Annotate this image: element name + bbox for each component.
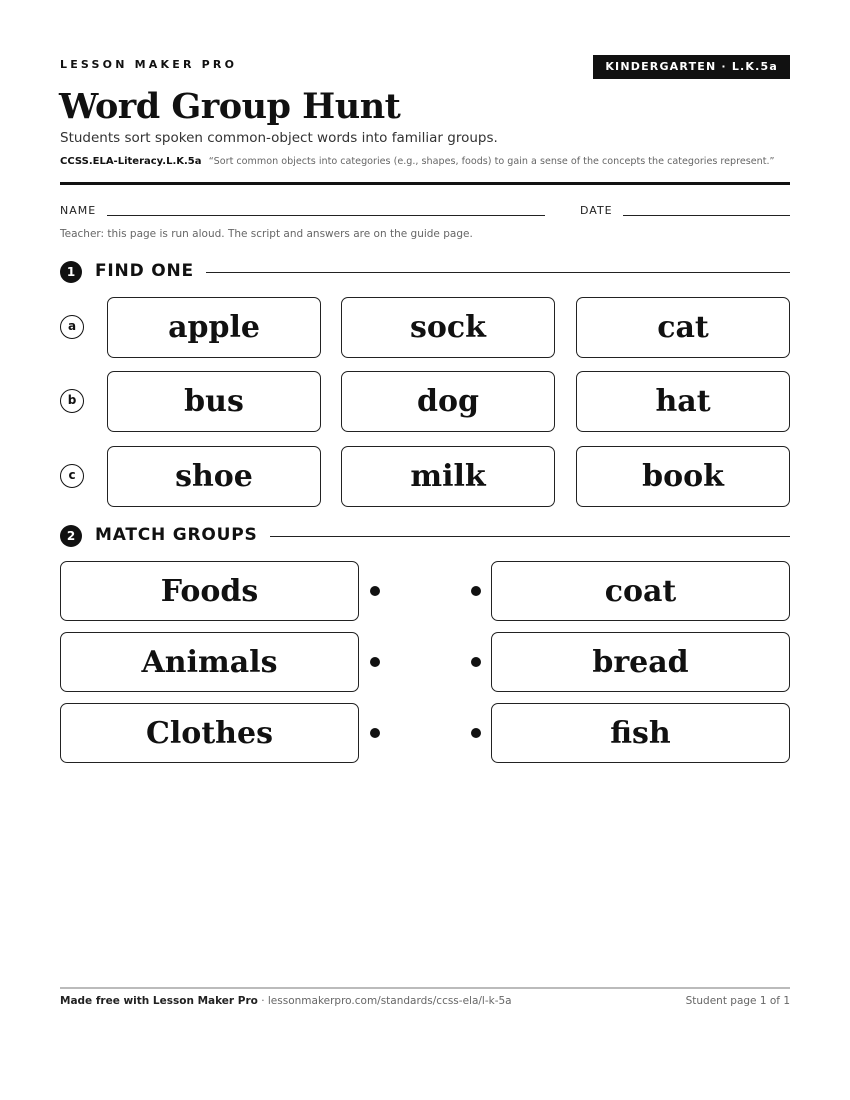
- item-card[interactable]: coat: [491, 561, 790, 621]
- footer-url[interactable]: · lessonmakerpro.com/standards/ccss-ela/l-k-5a: [261, 995, 512, 1007]
- match-dot-left[interactable]: [370, 657, 380, 667]
- section-rule: [200, 272, 790, 273]
- match-dot-right[interactable]: [471, 586, 481, 596]
- teacher-note: Teacher: this page is run aloud. The script and answers are on the guide page.: [60, 228, 473, 240]
- date-field[interactable]: [623, 215, 790, 216]
- word-card[interactable]: cat: [576, 297, 790, 358]
- footer-divider: [60, 987, 790, 989]
- footer-credit: [60, 995, 512, 1007]
- word-card[interactable]: shoe: [107, 446, 321, 507]
- standard-code: CCSS.ELA-Literacy.L.K.5a: [60, 156, 202, 167]
- worksheet-page: [60, 0, 790, 1100]
- word-card[interactable]: milk: [341, 446, 555, 507]
- category-card[interactable]: Animals: [60, 632, 359, 692]
- footer-page-number: Student page 1 of 1: [685, 995, 790, 1007]
- section-title: MATCH GROUPS: [95, 523, 270, 547]
- brand-name: LESSON MAKER PRO: [60, 58, 238, 71]
- category-card[interactable]: Clothes: [60, 703, 359, 763]
- section-rule: [270, 536, 790, 537]
- standard-text: “Sort common objects into categories (e.g., shapes, foods) to gain a sense of the concepts the categories represent.”: [208, 156, 775, 167]
- name-label: NAME: [60, 204, 97, 217]
- match-dot-right[interactable]: [471, 728, 481, 738]
- row-letter-a: a: [60, 315, 84, 339]
- word-card[interactable]: apple: [107, 297, 321, 358]
- worksheet-subtitle: Students sort spoken common-object words into familiar groups.: [60, 130, 498, 146]
- item-card[interactable]: fish: [491, 703, 790, 763]
- category-card[interactable]: Foods: [60, 561, 359, 621]
- name-field[interactable]: [107, 215, 545, 216]
- header-divider: [60, 182, 790, 185]
- section-title: FIND ONE: [95, 259, 206, 283]
- word-card[interactable]: book: [576, 446, 790, 507]
- match-dot-right[interactable]: [471, 657, 481, 667]
- row-letter-c: c: [60, 464, 84, 488]
- date-label: DATE: [580, 204, 613, 217]
- section-number-badge: 2: [60, 525, 82, 547]
- word-card[interactable]: sock: [341, 297, 555, 358]
- word-card[interactable]: dog: [341, 371, 555, 432]
- worksheet-title: Word Group Hunt: [59, 86, 401, 127]
- standard-line: [60, 156, 775, 167]
- match-dot-left[interactable]: [370, 586, 380, 596]
- row-letter-b: b: [60, 389, 84, 413]
- grade-badge: KINDERGARTEN · L.K.5a: [593, 55, 790, 79]
- section-match-groups-header: [60, 523, 790, 547]
- section-number-badge: 1: [60, 261, 82, 283]
- footer-made-with: Made free with Lesson Maker Pro: [60, 995, 258, 1007]
- word-card[interactable]: hat: [576, 371, 790, 432]
- section-find-one-header: [60, 259, 790, 283]
- item-card[interactable]: bread: [491, 632, 790, 692]
- word-card[interactable]: bus: [107, 371, 321, 432]
- match-dot-left[interactable]: [370, 728, 380, 738]
